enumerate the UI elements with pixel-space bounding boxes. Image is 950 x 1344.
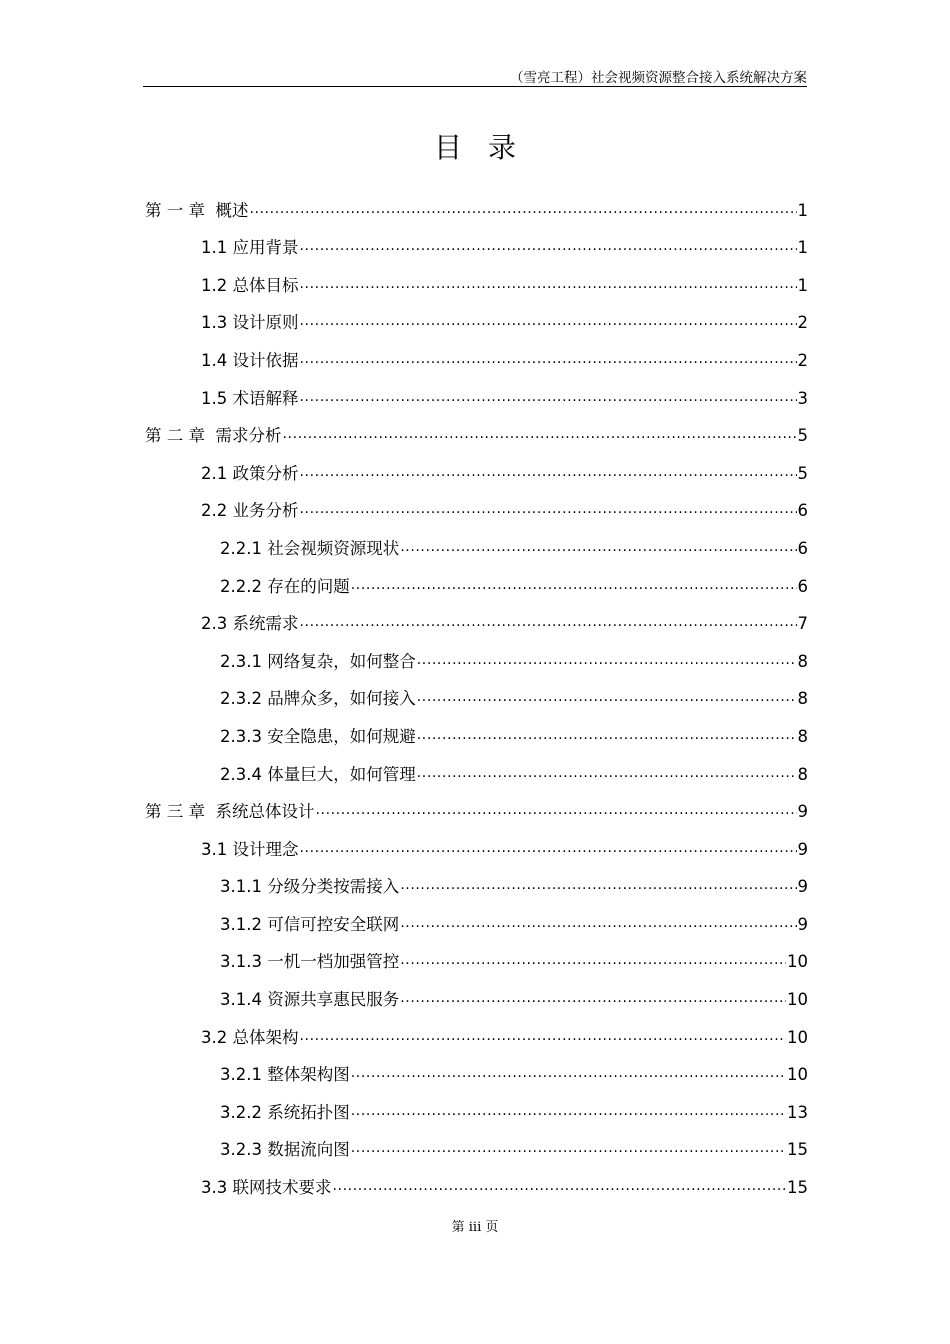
toc-dot-leader [300, 464, 797, 484]
toc-dot-leader [333, 1178, 787, 1198]
toc-page-number: 1 [797, 200, 808, 220]
toc-entry[interactable] [145, 897, 808, 935]
toc-entry[interactable] [145, 1160, 808, 1198]
toc-dot-leader [417, 652, 797, 672]
toc-entry[interactable] [145, 446, 808, 484]
toc-entry-text: 3.1.3 一机一档加强管控 [220, 952, 400, 972]
toc-page-number: 9 [797, 877, 808, 897]
toc-dot-leader [300, 351, 797, 371]
toc-page-number: 9 [797, 839, 808, 859]
toc-dot-leader [300, 1028, 787, 1048]
toc-dot-leader [300, 313, 797, 333]
toc-page-number: 5 [797, 463, 808, 483]
toc-entry[interactable] [145, 972, 808, 1010]
toc-entry-text: 3.3 联网技术要求 [201, 1178, 332, 1198]
toc-entry[interactable] [145, 371, 808, 409]
toc-page-number: 8 [797, 764, 808, 784]
toc-dot-leader [417, 689, 797, 709]
toc-page-number: 2 [797, 313, 808, 333]
toc-page-number: 7 [797, 614, 808, 634]
toc-dot-leader [300, 840, 797, 860]
toc-entry[interactable] [145, 409, 808, 447]
toc-dot-leader [315, 802, 796, 822]
header-title: （雪亮工程）社会视频资源整合接入系统解决方案 [510, 70, 807, 86]
toc-dot-leader [417, 727, 797, 747]
toc-entry-text: 第 三 章 系统总体设计 [145, 802, 315, 822]
toc-entry-text: 3.2 总体架构 [201, 1027, 299, 1047]
toc-entry-text: 1.1 应用背景 [201, 238, 299, 258]
toc-entry-text: 2.2.2 存在的问题 [220, 576, 350, 596]
toc-entry[interactable] [145, 559, 808, 597]
toc-entry[interactable] [145, 1123, 808, 1161]
toc-entry[interactable] [145, 597, 808, 635]
toc-entry-text: 3.2.3 数据流向图 [220, 1140, 350, 1160]
toc-entry-text: 第 二 章 需求分析 [145, 426, 282, 446]
toc-page-number: 13 [787, 1102, 808, 1122]
toc-dot-leader [282, 426, 796, 446]
toc-page-number: 9 [797, 802, 808, 822]
toc-page-number: 10 [787, 990, 808, 1010]
toc-dot-leader [351, 1065, 786, 1085]
toc-entry-text: 2.2 业务分析 [201, 501, 299, 521]
toc-entry-text: 2.3.1 网络复杂，如何整合 [220, 651, 416, 671]
toc-entry-text: 2.3.3 安全隐患，如何规避 [220, 726, 416, 746]
toc-page-number: 8 [797, 689, 808, 709]
toc-page-number: 8 [797, 651, 808, 671]
toc-entry-text: 2.1 政策分析 [201, 463, 299, 483]
toc-entry[interactable] [145, 822, 808, 860]
toc-entry-text: 1.3 设计原则 [201, 313, 299, 333]
toc-entry[interactable] [145, 484, 808, 522]
toc-page-number: 6 [797, 501, 808, 521]
toc-page-number: 10 [787, 1027, 808, 1047]
toc-entry-text: 2.3.2 品牌众多，如何接入 [220, 689, 416, 709]
toc-entry-text: 2.2.1 社会视频资源现状 [220, 538, 400, 558]
toc-entry-text: 3.2.1 整体架构图 [220, 1065, 350, 1085]
toc-entry[interactable] [145, 183, 808, 221]
toc-entry[interactable] [145, 672, 808, 710]
toc-entry-text: 3.1.4 资源共享惠民服务 [220, 990, 400, 1010]
page-header [143, 62, 807, 87]
toc-entry[interactable] [145, 1010, 808, 1048]
toc-page-number: 15 [787, 1140, 808, 1160]
toc-dot-leader [300, 614, 797, 634]
toc-entry[interactable] [145, 785, 808, 823]
toc-entry-text: 3.1 设计理念 [201, 839, 299, 859]
toc-entry-text: 1.2 总体目标 [201, 275, 299, 295]
toc-page-number: 9 [797, 914, 808, 934]
toc-entry[interactable] [145, 935, 808, 973]
toc-dot-leader [351, 1140, 786, 1160]
toc-entry-text: 1.5 术语解释 [201, 388, 299, 408]
toc-dot-leader [400, 952, 786, 972]
toc-entry[interactable] [145, 296, 808, 334]
toc-page-number: 3 [797, 388, 808, 408]
toc-page-number: 8 [797, 726, 808, 746]
page-title: 目录 [433, 131, 542, 164]
toc-page-number: 10 [787, 952, 808, 972]
toc-page-number: 5 [797, 426, 808, 446]
toc-entry-text: 3.2.2 系统拓扑图 [220, 1102, 350, 1122]
toc-dot-leader [400, 990, 786, 1010]
toc-entry-text: 第 一 章 概述 [145, 200, 249, 220]
toc-entry[interactable] [145, 1048, 808, 1086]
toc-page-number: 10 [787, 1065, 808, 1085]
toc-dot-leader [400, 539, 796, 559]
toc-entry[interactable] [145, 1085, 808, 1123]
toc-dot-leader [400, 915, 796, 935]
toc-entry-text: 1.4 设计依据 [201, 350, 299, 370]
page-footer: 第 iii 页 [451, 1220, 499, 1235]
toc-dot-leader [351, 577, 797, 597]
toc-page-number: 1 [797, 238, 808, 258]
toc-dot-leader [417, 765, 797, 785]
toc-dot-leader [300, 276, 797, 296]
toc-entry[interactable] [145, 709, 808, 747]
toc-dot-leader [300, 238, 797, 258]
toc-dot-leader [400, 877, 796, 897]
toc-dot-leader [351, 1103, 786, 1123]
toc-entry[interactable] [145, 221, 808, 259]
toc-entry[interactable] [145, 521, 808, 559]
toc-dot-leader [249, 201, 796, 221]
table-of-contents [145, 183, 808, 1198]
toc-page-number: 15 [787, 1178, 808, 1198]
toc-page-number: 1 [797, 275, 808, 295]
toc-page-number: 6 [797, 538, 808, 558]
toc-entry-text: 2.3.4 体量巨大，如何管理 [220, 764, 416, 784]
toc-entry[interactable] [145, 860, 808, 898]
toc-entry[interactable] [145, 258, 808, 296]
toc-entry[interactable] [145, 333, 808, 371]
toc-entry[interactable] [145, 747, 808, 785]
toc-page-number: 6 [797, 576, 808, 596]
toc-entry-text: 2.3 系统需求 [201, 614, 299, 634]
toc-page-number: 2 [797, 350, 808, 370]
toc-dot-leader [300, 389, 797, 409]
toc-entry-text: 3.1.2 可信可控安全联网 [220, 914, 400, 934]
toc-dot-leader [300, 501, 797, 521]
toc-entry[interactable] [145, 634, 808, 672]
toc-entry-text: 3.1.1 分级分类按需接入 [220, 877, 400, 897]
